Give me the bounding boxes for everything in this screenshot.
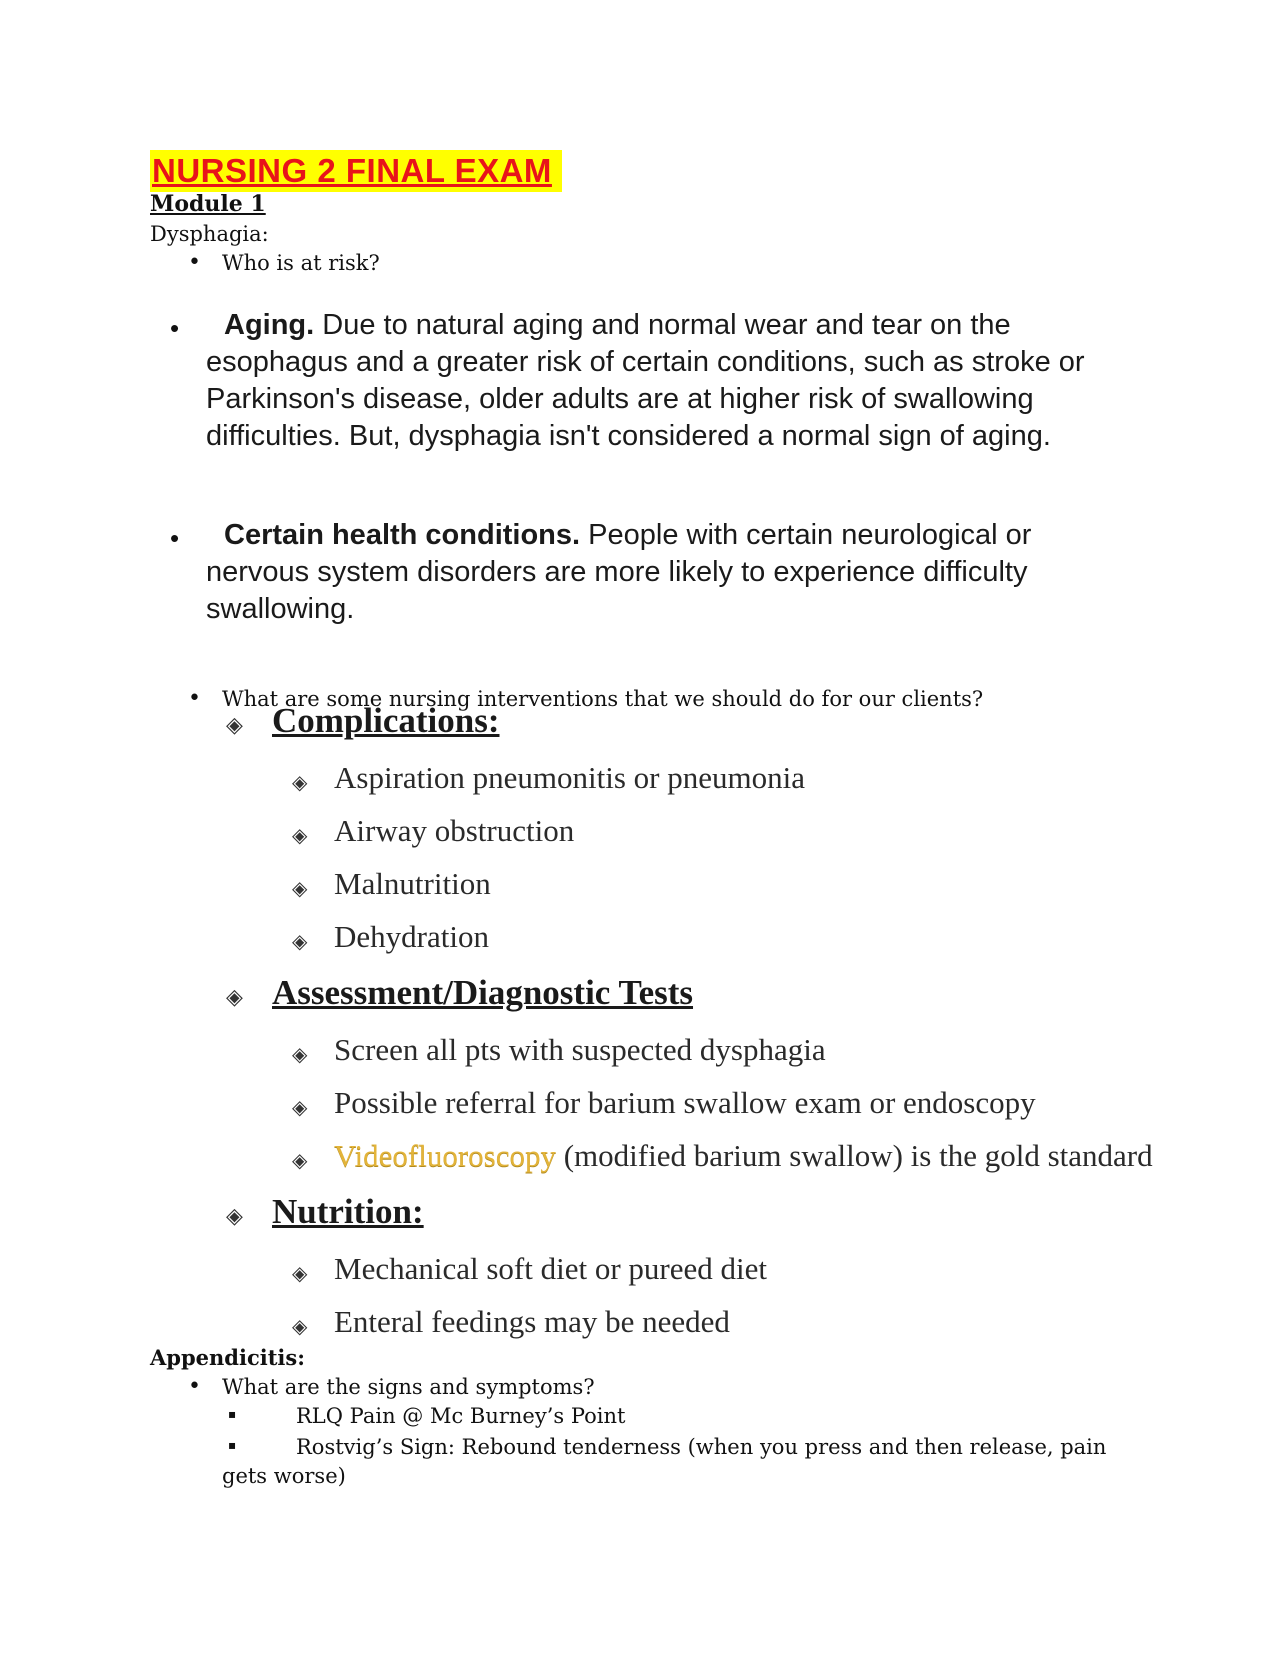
diamond-bullet-icon: ◈	[226, 713, 243, 738]
assessment-item: Possible referral for barium swallow exam or endoscopy	[334, 1085, 1036, 1120]
nutrition-heading: Nutrition:	[272, 1192, 424, 1231]
question-who-at-risk: Who is at risk?	[222, 251, 380, 275]
module-heading: Module 1	[150, 191, 266, 217]
bullet-icon: •	[188, 250, 201, 275]
diamond-bullet-icon: ◈	[292, 1148, 308, 1172]
appendicitis-heading: Appendicitis:	[150, 1345, 305, 1370]
nutrition-item: Enteral feedings may be needed	[334, 1304, 730, 1339]
bullet-icon: •	[170, 523, 180, 553]
gold-standard-text: (modified barium swallow) is the gold standard	[555, 1138, 1153, 1173]
diamond-bullet-icon: ◈	[226, 985, 243, 1010]
square-bullet-icon: ▪	[228, 1438, 237, 1452]
symptom-item: RLQ Pain @ Mc Burney’s Point	[296, 1404, 626, 1428]
assessment-heading: Assessment/Diagnostic Tests	[272, 973, 694, 1012]
risk-bullet-health-text: People with certain neurological or nervous system disorders are more likely to experience difficulty swallowing.	[206, 519, 1032, 625]
complication-item: Aspiration pneumonitis or pneumonia	[334, 760, 805, 795]
risk-bullet-health-bold: Certain health conditions.	[224, 519, 581, 551]
dysphagia-heading: Dysphagia:	[150, 222, 269, 246]
videofluoroscopy-highlight: Videofluoroscopy	[334, 1138, 556, 1173]
risk-bullet-health-conditions	[206, 517, 1126, 628]
diamond-bullet-icon: ◈	[292, 929, 308, 953]
symptom-item: Rostvig’s Sign: Rebound tenderness (when you press and then release, pain	[296, 1435, 1107, 1459]
question-signs-symptoms: What are the signs and symptoms?	[222, 1375, 595, 1399]
risk-bullet-aging-text: Due to natural aging and normal wear and tear on the esophagus and a greater risk of certain conditions, such as stroke or Parkinson's disease, older adults are at higher risk of swallowing difficulties. But, dysphagia isn't considered a normal sign of aging.	[206, 309, 1085, 452]
symptom-continuation: gets worse)	[222, 1464, 346, 1488]
diamond-bullet-icon: ◈	[292, 770, 308, 794]
diamond-bullet-icon: ◈	[292, 1042, 308, 1066]
complication-item: Dehydration	[334, 919, 489, 954]
bullet-icon: •	[188, 686, 201, 711]
question-nursing-interventions: What are some nursing interventions that we should do for our clients?	[222, 687, 984, 711]
complication-item: Airway obstruction	[334, 813, 575, 848]
diamond-bullet-icon: ◈	[292, 1314, 308, 1338]
assessment-item: Screen all pts with suspected dysphagia	[334, 1032, 826, 1067]
diamond-bullet-icon: ◈	[226, 1204, 243, 1229]
risk-bullet-aging-bold: Aging.	[224, 309, 315, 341]
page-title: NURSING 2 FINAL EXAM	[150, 150, 562, 192]
complications-heading: Complications:	[272, 701, 500, 740]
bullet-icon: •	[188, 1374, 201, 1399]
nutrition-item: Mechanical soft diet or pureed diet	[334, 1251, 767, 1286]
complication-item: Malnutrition	[334, 866, 491, 901]
diamond-bullet-icon: ◈	[292, 1261, 308, 1285]
diamond-bullet-icon: ◈	[292, 876, 308, 900]
assessment-item-gold-standard	[334, 1138, 1153, 1174]
bullet-icon: •	[170, 313, 180, 343]
diamond-bullet-icon: ◈	[292, 823, 308, 847]
square-bullet-icon: ▪	[228, 1407, 237, 1421]
diamond-bullet-icon: ◈	[292, 1095, 308, 1119]
risk-bullet-aging	[206, 307, 1126, 455]
